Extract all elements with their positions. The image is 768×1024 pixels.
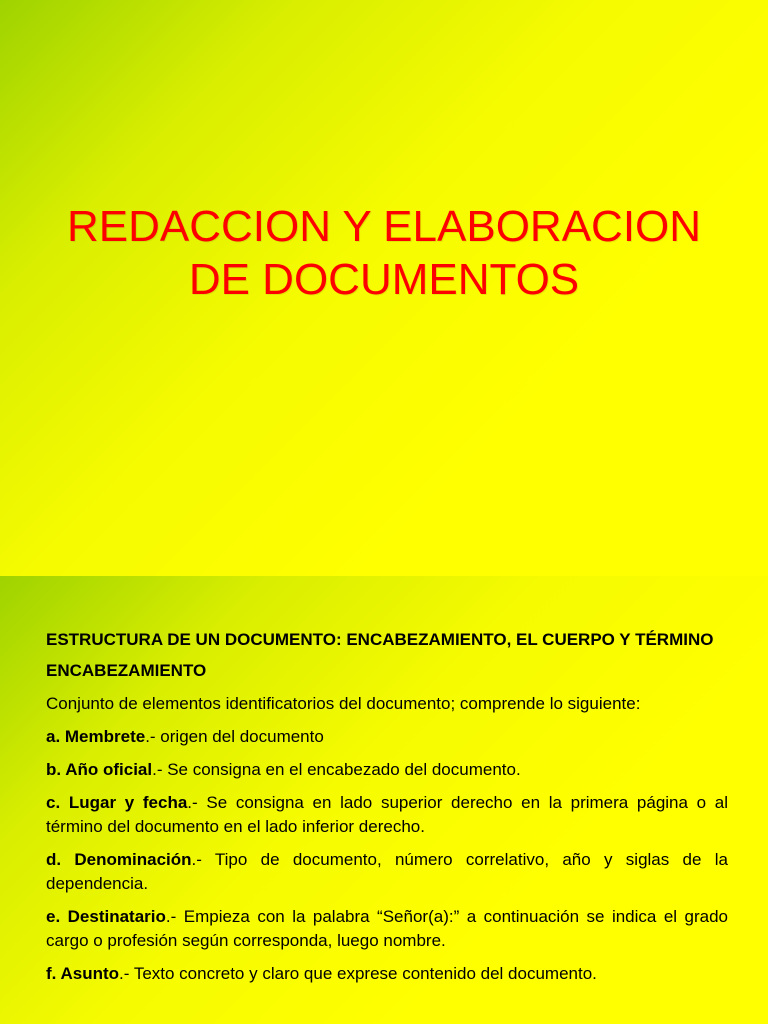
intro-paragraph: Conjunto de elementos identificatorios del documento; comprende lo siguiente: (46, 694, 641, 713)
content-slide (0, 576, 768, 1024)
item-text: .- Texto concreto y claro que exprese contenido del documento. (119, 964, 597, 983)
section-heading: ESTRUCTURA DE UN DOCUMENTO: ENCABEZAMIENTO, EL CUERPO Y TÉRMINO (46, 630, 714, 649)
item-text: .- Tipo de documento, número correlativo, año y siglas de la dependencia. (46, 850, 728, 893)
list-item (46, 725, 728, 749)
item-text: .- origen del documento (145, 727, 324, 746)
list-item (46, 848, 728, 896)
item-label: c. Lugar y fecha (46, 793, 188, 812)
item-label: b. Año oficial (46, 760, 153, 779)
slide-title (0, 200, 768, 306)
list-item (46, 791, 728, 839)
item-label: f. Asunto (46, 964, 120, 983)
list-item (46, 905, 728, 953)
item-label: a. Membrete (46, 727, 146, 746)
title-line-1: REDACCION Y ELABORACION (66, 202, 702, 251)
slide-body (46, 628, 728, 995)
item-label: d. Denominación (46, 850, 192, 869)
list-item (46, 962, 728, 986)
item-text: .- Empieza con la palabra “Señor(a):” a continuación se indica el grado cargo o profesión según corresponda, luego nombre. (46, 907, 728, 950)
title-line-2: DE DOCUMENTOS (188, 255, 580, 304)
section-subheading: ENCABEZAMIENTO (46, 661, 207, 680)
item-label: e. Destinatario (46, 907, 166, 926)
item-text: .- Se consigna en lado superior derecho en la primera página o al término del documento en el lado inferior derecho. (46, 793, 729, 836)
list-item (46, 758, 728, 782)
item-text: .- Se consigna en el encabezado del documento. (152, 760, 521, 779)
